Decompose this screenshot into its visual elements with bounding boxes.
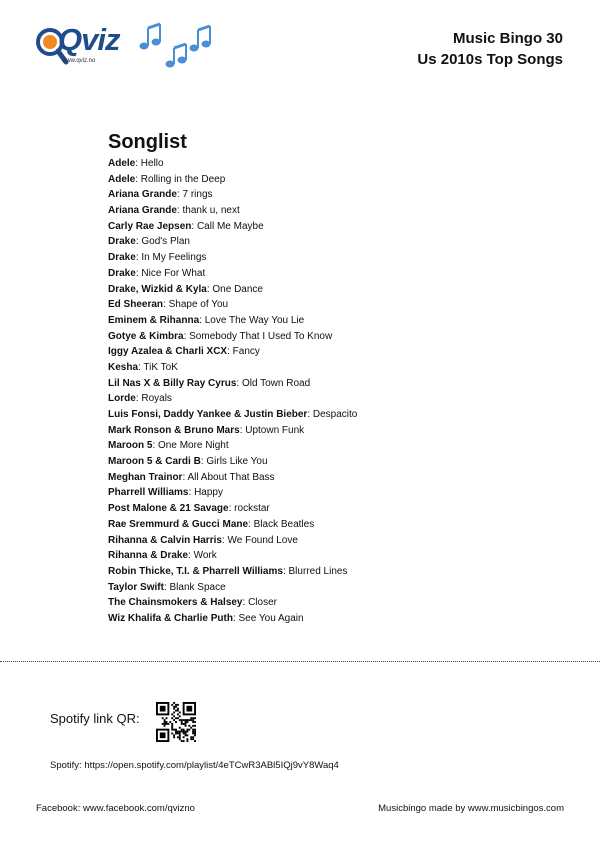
song-artist: Drake bbox=[108, 267, 136, 279]
song-item: Lorde: Royals bbox=[108, 393, 172, 405]
song-title: Shape of You bbox=[168, 299, 229, 311]
song-artist: Iggy Azalea & Charli XCX bbox=[108, 346, 228, 358]
song-artist: Lorde bbox=[108, 393, 136, 405]
song-artist: Drake bbox=[108, 236, 136, 248]
song-title: thank u, next bbox=[182, 205, 240, 217]
song-item: Adele: Hello bbox=[108, 158, 164, 169]
song-artist: Ariana Grande bbox=[108, 205, 177, 217]
song-item: Maroon 5: One More Night bbox=[108, 440, 229, 452]
song-title: Blurred Lines bbox=[288, 565, 348, 577]
song-list bbox=[108, 156, 357, 627]
song-artist: Wiz Khalifa & Charlie Puth bbox=[108, 612, 233, 624]
qr-label: Spotify link QR: bbox=[50, 711, 140, 726]
song-title: All About That Bass bbox=[187, 471, 275, 483]
song-item: Drake: In My Feelings bbox=[108, 252, 207, 264]
song-item: Luis Fonsi, Daddy Yankee & Justin Bieber: Despacito bbox=[108, 409, 358, 420]
song-item: Iggy Azalea & Charli XCX: Fancy bbox=[108, 346, 260, 358]
song-artist: Rihanna & Drake bbox=[108, 550, 189, 562]
song-title: Girls Like You bbox=[206, 456, 268, 468]
bingo-title: Music Bingo 30 bbox=[452, 30, 563, 47]
song-artist: Drake, Wizkid & Kyla bbox=[108, 283, 207, 295]
song-item: Ed Sheeran: Shape of You bbox=[108, 299, 229, 311]
bingo-subtitle: Us 2010s Top Songs bbox=[417, 51, 563, 68]
song-item: Adele: Rolling in the Deep bbox=[108, 173, 226, 185]
song-title: Love The Way You Lie bbox=[204, 314, 305, 326]
song-item: Maroon 5 & Cardi B: Girls Like You bbox=[108, 456, 268, 468]
song-title: God's Plan bbox=[141, 236, 190, 248]
song-item: Rihanna & Drake: Work bbox=[108, 550, 217, 562]
song-item: Post Malone & 21 Savage: rockstar bbox=[108, 503, 270, 515]
song-title: Closer bbox=[248, 597, 277, 609]
song-item: Carly Rae Jepsen: Call Me Maybe bbox=[108, 220, 264, 232]
song-artist: Eminem & Rihanna bbox=[108, 314, 200, 326]
song-title: One More Night bbox=[158, 440, 229, 452]
song-title: 7 rings bbox=[182, 189, 213, 201]
song-artist: Rihanna & Calvin Harris bbox=[108, 534, 222, 546]
song-title: Rolling in the Deep bbox=[140, 173, 226, 185]
spotify-link[interactable]: Spotify: https://open.spotify.com/playlist/4eTCwR3ABl5IQj9vY8Waq4 bbox=[50, 760, 339, 771]
song-item: Drake: Nice For What bbox=[108, 267, 206, 279]
song-artist: Rae Sremmurd & Gucci Mane bbox=[108, 518, 249, 530]
song-item: Mark Ronson & Bruno Mars: Uptown Funk bbox=[108, 424, 305, 436]
song-title: Old Town Road bbox=[241, 377, 311, 389]
song-title: In My Feelings bbox=[141, 252, 207, 264]
song-item: Kesha: TiK ToK bbox=[108, 361, 178, 373]
song-artist: Lil Nas X & Billy Ray Cyrus bbox=[108, 377, 237, 389]
song-item: Drake, Wizkid & Kyla: One Dance bbox=[108, 283, 263, 295]
song-artist: Post Malone & 21 Savage bbox=[108, 503, 229, 515]
musicbingos-credit[interactable]: Musicbingo made by www.musicbingos.com bbox=[378, 803, 564, 814]
song-title: Despacito bbox=[312, 409, 358, 420]
song-artist: The Chainsmokers & Halsey bbox=[108, 597, 243, 609]
song-item: Pharrell Williams: Happy bbox=[108, 487, 223, 499]
song-title: We Found Love bbox=[227, 534, 298, 546]
song-title: rockstar bbox=[234, 503, 270, 515]
song-artist: Taylor Swift bbox=[108, 581, 164, 593]
song-title: Royals bbox=[141, 393, 172, 405]
song-title: Fancy bbox=[232, 346, 260, 358]
song-item: Ariana Grande: thank u, next bbox=[108, 205, 240, 217]
song-artist: Maroon 5 & Cardi B bbox=[108, 456, 201, 468]
song-artist: Meghan Trainor bbox=[108, 471, 183, 483]
song-item: The Chainsmokers & Halsey: Closer bbox=[108, 597, 277, 609]
song-artist: Ariana Grande bbox=[108, 189, 177, 201]
song-item: Robin Thicke, T.I. & Pharrell Williams: Blurred Lines bbox=[108, 565, 348, 577]
song-item: Meghan Trainor: All About That Bass bbox=[108, 471, 275, 483]
song-item: Eminem & Rihanna: Love The Way You Lie bbox=[108, 314, 305, 326]
song-artist: Pharrell Williams bbox=[108, 487, 189, 499]
song-item: Drake: God's Plan bbox=[108, 236, 190, 248]
song-title: See You Again bbox=[238, 612, 304, 624]
song-title: One Dance bbox=[212, 283, 263, 295]
song-title: TiK ToK bbox=[143, 361, 178, 373]
song-title: Somebody That I Used To Know bbox=[189, 330, 333, 342]
song-artist: Kesha bbox=[108, 361, 139, 373]
song-artist: Gotye & Kimbra bbox=[108, 330, 184, 342]
song-title: Call Me Maybe bbox=[196, 220, 264, 232]
song-artist: Mark Ronson & Bruno Mars bbox=[108, 424, 240, 436]
song-title: Uptown Funk bbox=[245, 424, 305, 436]
song-artist: Carly Rae Jepsen bbox=[108, 220, 192, 232]
songlist-title: Songlist bbox=[108, 131, 187, 153]
song-title: Blank Space bbox=[169, 581, 226, 593]
facebook-link[interactable]: Facebook: www.facebook.com/qvizno bbox=[36, 803, 195, 814]
logo-url: www.qviz.no bbox=[62, 58, 96, 64]
song-title: Black Beatles bbox=[253, 518, 315, 530]
song-item: Rihanna & Calvin Harris: We Found Love bbox=[108, 534, 298, 546]
song-artist: Robin Thicke, T.I. & Pharrell Williams bbox=[108, 565, 283, 577]
song-artist: Luis Fonsi, Daddy Yankee & Justin Bieber bbox=[108, 409, 308, 420]
song-item: Gotye & Kimbra: Somebody That I Used To Know bbox=[108, 330, 333, 342]
song-item: Ariana Grande: 7 rings bbox=[108, 189, 213, 201]
song-item: Rae Sremmurd & Gucci Mane: Black Beatles bbox=[108, 518, 315, 530]
song-artist: Ed Sheeran bbox=[108, 299, 164, 311]
song-artist: Maroon 5 bbox=[108, 440, 153, 452]
music-notes-icon bbox=[138, 22, 218, 70]
song-title: Hello bbox=[140, 158, 164, 169]
song-artist: Adele bbox=[108, 158, 136, 169]
song-item: Lil Nas X & Billy Ray Cyrus: Old Town Road bbox=[108, 377, 311, 389]
song-title: Work bbox=[193, 550, 217, 562]
song-artist: Adele bbox=[108, 173, 136, 185]
song-title: Nice For What bbox=[141, 267, 206, 279]
song-artist: Drake bbox=[108, 252, 136, 264]
qr-code-icon[interactable] bbox=[156, 700, 196, 744]
song-title: Happy bbox=[194, 487, 223, 499]
song-item: Taylor Swift: Blank Space bbox=[108, 581, 226, 593]
dotted-divider bbox=[0, 661, 600, 662]
logo-text: Qviz bbox=[58, 22, 120, 57]
song-item: Wiz Khalifa & Charlie Puth: See You Again bbox=[108, 612, 304, 624]
